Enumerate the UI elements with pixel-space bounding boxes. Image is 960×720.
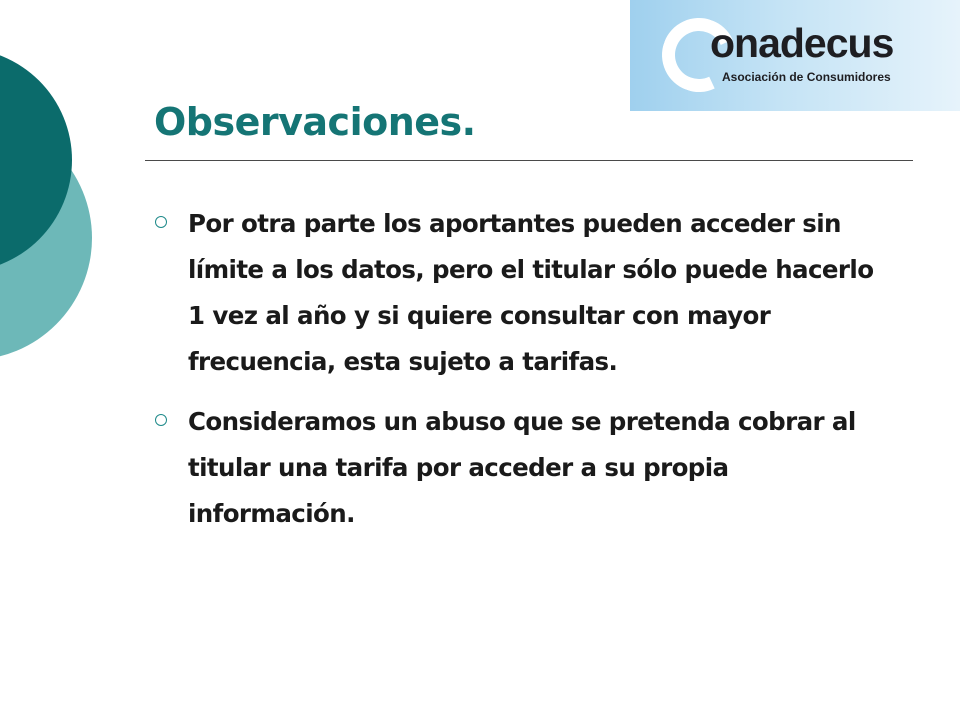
bullet-text: Consideramos un abuso que se pretenda cobrar al titular una tarifa por acceder a su propia información. <box>188 407 856 528</box>
slide-title: Observaciones. <box>154 100 476 144</box>
title-divider <box>145 160 913 161</box>
logo-name: onadecus <box>710 20 894 66</box>
decorative-teal-circles <box>0 0 110 400</box>
bullet-list <box>155 201 895 551</box>
hollow-circle-bullet-icon <box>155 216 167 228</box>
hollow-circle-bullet-icon <box>155 414 167 426</box>
bullet-item <box>155 399 895 537</box>
bullet-item <box>155 201 895 385</box>
bullet-text: Por otra parte los aportantes pueden acceder sin límite a los datos, pero el titular sólo puede hacerlo 1 vez al año y si quiere consultar con mayor frecuencia, esta sujeto a tarifas. <box>188 209 874 376</box>
logo-tagline: Asociación de Consumidores <box>722 70 891 84</box>
conadecus-logo <box>630 0 960 111</box>
